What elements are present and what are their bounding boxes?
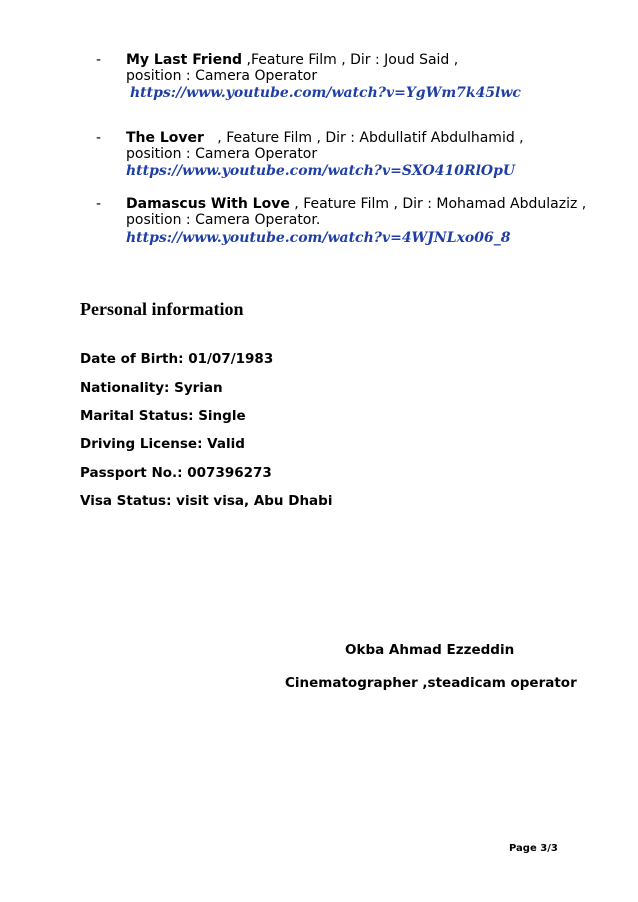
film-title: Damascus With Love xyxy=(126,196,290,212)
film-position: position : Camera Operator xyxy=(126,146,318,162)
film-heading-line xyxy=(126,196,586,213)
page-number: Page 3/3 xyxy=(509,843,558,854)
marital-status: Marital Status: Single xyxy=(80,408,246,424)
film-details: , Feature Film , Dir : Mohamad Abdulaziz , xyxy=(289,196,587,212)
film-heading-line xyxy=(126,52,458,69)
film-position: position : Camera Operator xyxy=(126,68,318,84)
list-bullet: - xyxy=(96,196,102,212)
film-title: My Last Friend xyxy=(126,52,243,68)
film-link[interactable]: https://www.youtube.com/watch?v=SXO410RlOpU xyxy=(126,163,516,179)
section-heading: Personal information xyxy=(80,299,244,319)
film-title: The Lover xyxy=(126,130,204,146)
film-link[interactable]: https://www.youtube.com/watch?v=YgWm7k45lwc xyxy=(130,85,521,101)
signature-role: Cinematographer ,steadicam operator xyxy=(285,675,577,691)
signature-name: Okba Ahmad Ezzeddin xyxy=(345,642,515,658)
film-link[interactable]: https://www.youtube.com/watch?v=4WJNLxo06_8 xyxy=(126,230,511,246)
list-bullet: - xyxy=(96,52,102,68)
film-position: position : Camera Operator. xyxy=(126,212,321,228)
driving-license: Driving License: Valid xyxy=(80,436,245,452)
date-of-birth: Date of Birth: 01/07/1983 xyxy=(80,351,274,367)
nationality: Nationality: Syrian xyxy=(80,380,223,396)
passport-number: Passport No.: 007396273 xyxy=(80,465,272,481)
film-heading-line xyxy=(126,130,524,147)
list-bullet: - xyxy=(96,130,102,146)
film-details: ,Feature Film , Dir : Joud Said , xyxy=(242,52,459,68)
visa-status: Visa Status: visit visa, Abu Dhabi xyxy=(80,493,333,509)
film-details: , Feature Film , Dir : Abdullatif Abdulhamid , xyxy=(203,130,524,146)
